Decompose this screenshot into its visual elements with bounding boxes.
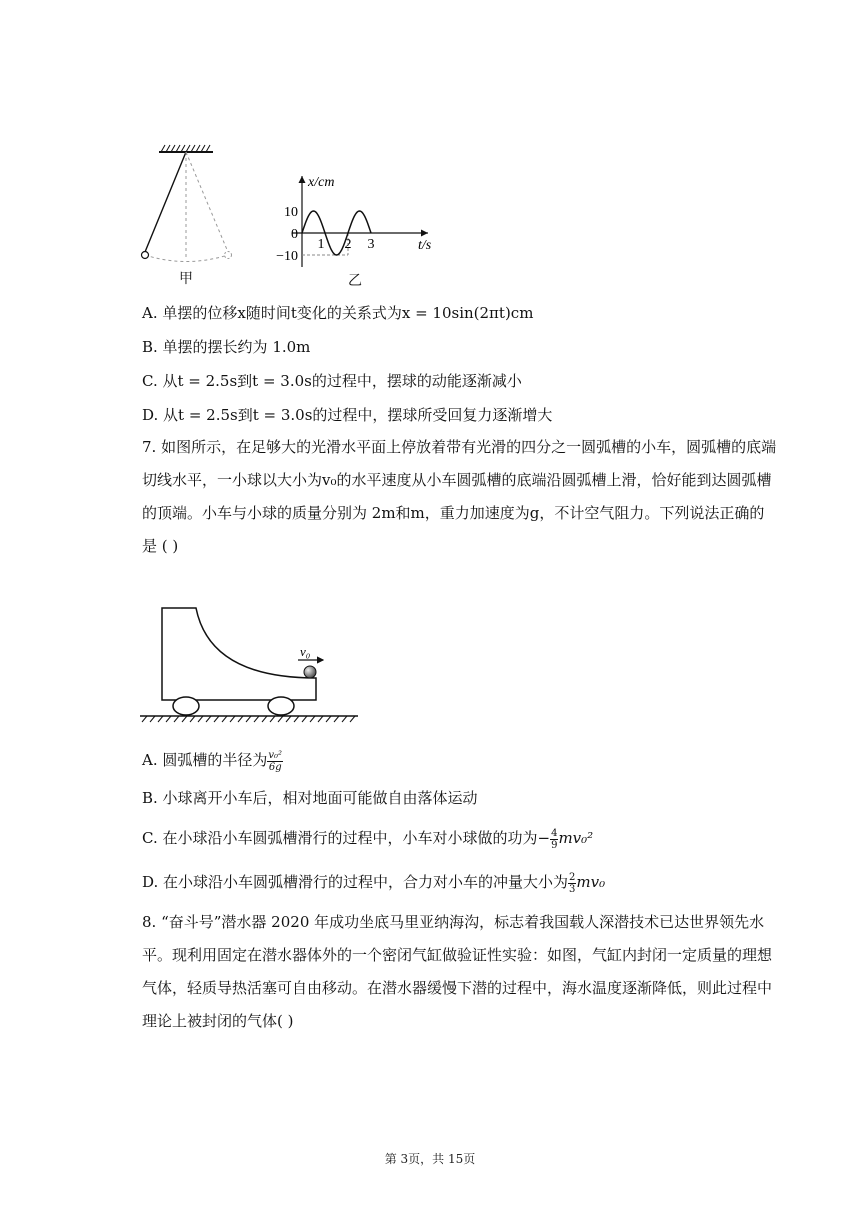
velocity-label: v₀ [300,644,311,659]
pendulum-string [145,152,186,252]
q8-stem: 8. “奋斗号”潜水器 2020 年成功坐底马里亚纳海沟，标志着我国载人深潜技术已达世界领先水平。现利用固定在潜水器体外的一个密闭气缸做验证性实验：如图，气缸内封闭一定质量的理想气体，轻质导热活塞可自由移动。在潜水器缓慢下潜的过程中，海水温度逐渐降低，则此过程中理论上被封闭的气体( ) [142,913,773,1030]
pendulum-bob [142,252,149,259]
cart-figure [138,600,363,730]
cart-wheel [173,697,199,715]
y-axis-label: x/cm [308,175,335,190]
ball [304,666,316,678]
q7-option-a-fraction [267,750,283,773]
page-footer: 第 3页，共 15页 [384,1152,476,1166]
fraction-denominator: 6g [268,761,282,773]
cart-wheel [268,697,294,715]
fraction-numerator: v₀² [268,749,283,761]
q7-option-c-text: C. 在小球沿小车圆弧槽滑行的过程中，小车对小球做的功为− [142,829,551,847]
q7-option-b: B. 小球离开小车后，相对地面可能做自由落体运动 [142,789,478,807]
q7-option-c [142,823,593,853]
q6-option-b: B. 单摆的摆长约为 1.0m [142,338,311,356]
q7-option-d-text: D. 在小球沿小车圆弧槽滑行的过程中，合力对小车的冲量大小为 [142,873,569,891]
figure-label-jia: 甲 [179,272,193,285]
q7-option-a [142,745,283,775]
pendulum-figure [135,140,245,285]
fraction-numerator: 2 [569,871,576,883]
fraction-denominator: 3 [569,883,576,895]
y-tick-label: −10 [276,249,298,264]
q7-option-c-unit: mv₀² [558,829,594,847]
q7-stem: 7. 如图所示，在足够大的光滑水平面上停放着带有光滑的四分之一圆弧槽的小车，圆弧槽的底端切线水平，一小球以大小为v₀的水平速度从小车圆弧槽的底端沿圆弧槽上滑，恰好能到达圆弧槽的顶端。小车与小球的质量分别为 2m和m，重力加速度为g，不计空气阻力。下列说法正确的是 ( ) [142,438,777,555]
q6-option-c: C. 从t = 2.5s到t = 3.0s的过程中，摆球的动能逐渐减小 [142,372,522,390]
q7-option-d [142,867,605,897]
x-tick-label: 3 [367,237,375,252]
fraction-denominator: 9 [551,839,558,851]
figure-label-yi: 乙 [348,273,362,289]
q6-option-d: D. 从t = 2.5s到t = 3.0s的过程中，摆球所受回复力逐渐增大 [142,406,553,424]
x-tick-label: 2 [344,237,352,252]
y-tick-label: 10 [284,205,298,220]
y-tick-label: 0 [291,227,298,242]
q7-option-d-unit: mv₀ [576,873,606,891]
fraction-numerator: 4 [551,827,558,839]
x-axis-label: t/s [418,238,432,253]
q6-option-a: A. 单摆的位移x随时间t变化的关系式为x = 10sin(2πt)cm [142,304,534,322]
q7-option-a-text: A. 圆弧槽的半径为 [142,751,268,769]
x-tick-label: 1 [317,237,325,252]
cart-body [162,608,316,700]
